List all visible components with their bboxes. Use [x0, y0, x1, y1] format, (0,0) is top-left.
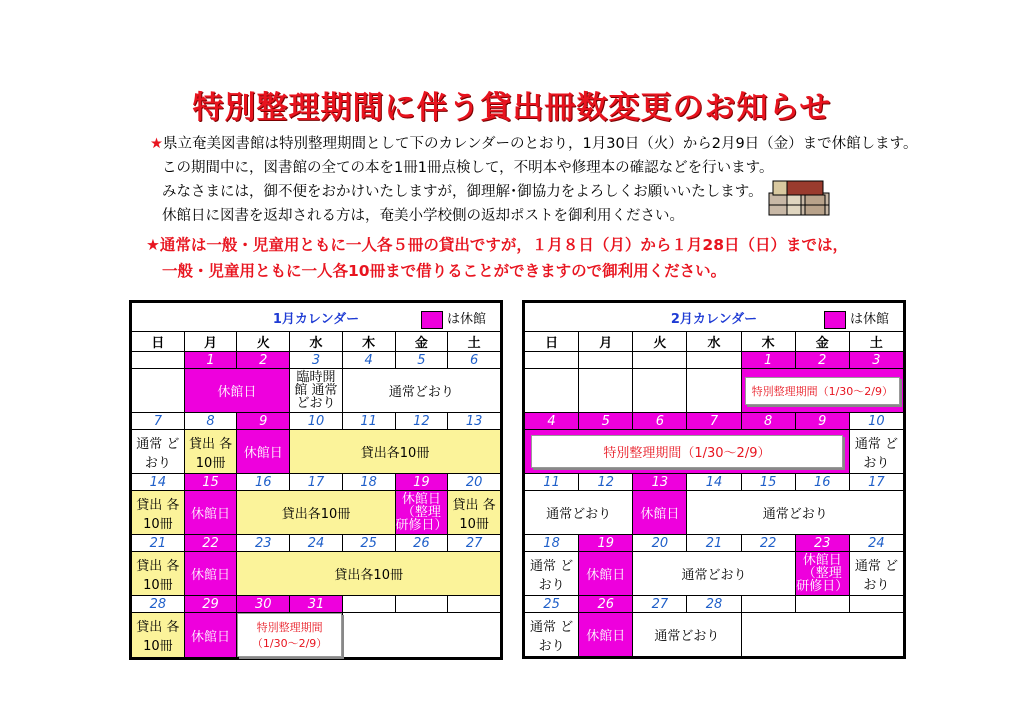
- loan-10-day: 貸出各10冊: [237, 491, 395, 535]
- date: 6: [633, 413, 687, 430]
- date: 27: [448, 535, 501, 552]
- date-row: [525, 413, 904, 430]
- closed-day: 休館日: [184, 552, 237, 596]
- date-row: [132, 352, 501, 369]
- date: 1: [741, 352, 795, 369]
- date-row: [132, 413, 501, 430]
- special-period-label: 特別整理期間（1/30～2/9）: [745, 377, 900, 405]
- date: 18: [342, 474, 395, 491]
- date: [795, 596, 849, 613]
- date: 7: [132, 413, 185, 430]
- january-legend: は休館: [421, 308, 486, 329]
- date: 2: [237, 352, 290, 369]
- closed-day: 休館日: [184, 369, 289, 413]
- january-header: [132, 303, 501, 332]
- weekday: 水: [290, 332, 343, 352]
- normal-day: 通常どおり: [633, 552, 795, 596]
- date: 3: [849, 352, 903, 369]
- february-calendar: [522, 300, 906, 659]
- date: 19: [579, 535, 633, 552]
- february-header: [525, 303, 904, 332]
- date-row: [525, 535, 904, 552]
- date: [342, 596, 395, 613]
- content-row: [525, 369, 904, 413]
- content-row: [525, 491, 904, 535]
- date: 3: [290, 352, 343, 369]
- weekday: 金: [795, 332, 849, 352]
- normal-day: 通常 どおり: [849, 552, 903, 596]
- date: [849, 596, 903, 613]
- date: 31: [290, 596, 343, 613]
- date: 11: [525, 474, 579, 491]
- date: 15: [741, 474, 795, 491]
- weekday-row: [132, 332, 501, 352]
- normal-day: 通常 どおり: [525, 613, 579, 657]
- date-row: [525, 474, 904, 491]
- date: 14: [132, 474, 185, 491]
- date: 8: [184, 413, 237, 430]
- normal-day: 通常どおり: [525, 491, 633, 535]
- weekday: 日: [525, 332, 579, 352]
- date: 19: [395, 474, 448, 491]
- date: 4: [342, 352, 395, 369]
- date: 21: [132, 535, 185, 552]
- weekday: 土: [849, 332, 903, 352]
- intro-line-3: みなさまには，御不便をおかけいたしますが，御理解･御協力をよろしくお願いいたします。: [162, 184, 763, 200]
- loan-10-day: 貸出各10冊: [290, 430, 501, 474]
- date: 24: [849, 535, 903, 552]
- closed-day: 休館日: [579, 552, 633, 596]
- closed-day: 休館日: [184, 613, 237, 658]
- weekday: 水: [687, 332, 741, 352]
- date-row: [132, 596, 501, 613]
- date: 30: [237, 596, 290, 613]
- date: 25: [342, 535, 395, 552]
- page-title: 特別整理期間に伴う貸出冊数変更のお知らせ: [192, 90, 832, 126]
- date: 21: [687, 535, 741, 552]
- date: 29: [184, 596, 237, 613]
- date: 6: [448, 352, 501, 369]
- date: 17: [290, 474, 343, 491]
- date: 15: [184, 474, 237, 491]
- weekday: 金: [395, 332, 448, 352]
- date: 7: [687, 413, 741, 430]
- date: 13: [448, 413, 501, 430]
- date: 27: [633, 596, 687, 613]
- date: 26: [579, 596, 633, 613]
- loan-10-day: 貸出 各10冊: [132, 552, 185, 596]
- date: 16: [795, 474, 849, 491]
- february-legend: は休館: [824, 308, 889, 329]
- date: 5: [579, 413, 633, 430]
- weekday: 火: [237, 332, 290, 352]
- date: [395, 596, 448, 613]
- closed-day: 休館日: [184, 491, 237, 535]
- date: 18: [525, 535, 579, 552]
- closed-organize-day: 休館日 （整理 研修日）: [395, 492, 448, 533]
- books-icon: [765, 175, 835, 220]
- date: 2: [795, 352, 849, 369]
- date: 22: [184, 535, 237, 552]
- loan-10-day: 貸出 各10冊: [448, 491, 501, 535]
- intro-line-2: この期間中に，図書館の全ての本を1冊1冊点検して，不明本や修理本の確認などを行います。: [162, 160, 774, 176]
- weekday: 日: [132, 332, 185, 352]
- date: 23: [795, 535, 849, 552]
- loan-10-day: 貸出 各10冊: [184, 430, 237, 474]
- date: [633, 352, 687, 369]
- normal-day: 通常どおり: [342, 369, 500, 413]
- closed-day: 休館日: [237, 430, 290, 474]
- date: [448, 596, 501, 613]
- date: 28: [687, 596, 741, 613]
- content-row: [132, 552, 501, 596]
- date: 20: [448, 474, 501, 491]
- normal-day: 通常 どおり: [132, 430, 185, 474]
- date: 4: [525, 413, 579, 430]
- january-title: 1月カレンダー: [272, 311, 360, 327]
- date-row: [132, 474, 501, 491]
- date: 1: [184, 352, 237, 369]
- date: 20: [633, 535, 687, 552]
- loan-10-day: 貸出 各10冊: [132, 613, 185, 658]
- date: 13: [633, 474, 687, 491]
- date: [687, 352, 741, 369]
- date-row: [525, 352, 904, 369]
- closed-day: 休館日: [579, 613, 633, 657]
- date: 8: [741, 413, 795, 430]
- loan-10-day: 貸出 各10冊: [132, 491, 185, 535]
- date: 12: [579, 474, 633, 491]
- date: [579, 352, 633, 369]
- content-row: [525, 552, 904, 596]
- january-calendar: [129, 300, 503, 660]
- date: 12: [395, 413, 448, 430]
- content-row: [132, 369, 501, 413]
- date: 10: [849, 413, 903, 430]
- date: 16: [237, 474, 290, 491]
- february-title: 2月カレンダー: [670, 311, 758, 327]
- weekday: 木: [342, 332, 395, 352]
- notice-line-2: 一般・児童用ともに一人各10冊まで借りることができますので御利用ください。: [162, 262, 727, 280]
- date: 17: [849, 474, 903, 491]
- content-row: [525, 430, 904, 474]
- date: 28: [132, 596, 185, 613]
- content-row: [132, 491, 501, 535]
- normal-day: 通常どおり: [633, 613, 741, 657]
- date: [132, 352, 185, 369]
- closed-swatch: [421, 311, 443, 329]
- date: 23: [237, 535, 290, 552]
- content-row: [132, 430, 501, 474]
- date: 10: [290, 413, 343, 430]
- date: 9: [237, 413, 290, 430]
- loan-10-day: 貸出各10冊: [237, 552, 501, 596]
- content-row: [132, 613, 501, 658]
- date: 26: [395, 535, 448, 552]
- date: 11: [342, 413, 395, 430]
- date: 9: [795, 413, 849, 430]
- date: 24: [290, 535, 343, 552]
- closed-swatch: [824, 311, 846, 329]
- date: 22: [741, 535, 795, 552]
- special-period-label: 特別整理期間（1/30～2/9）: [531, 435, 843, 468]
- date: 25: [525, 596, 579, 613]
- temp-open-day: 臨時開館 通常どおり: [290, 369, 343, 413]
- closed-organize-day: 休館日 （整理 研修日）: [796, 553, 849, 594]
- weekday: 火: [633, 332, 687, 352]
- content-row: [525, 613, 904, 657]
- special-period-label: 特別整理期間 （1/30～2/9）: [237, 613, 341, 657]
- date: 5: [395, 352, 448, 369]
- weekday: 土: [448, 332, 501, 352]
- date: [741, 596, 795, 613]
- normal-day: 通常 どおり: [525, 552, 579, 596]
- weekday: 月: [184, 332, 237, 352]
- intro-line-4: 休館日に図書を返却される方は，奄美小学校側の返却ポストを御利用ください。: [162, 208, 684, 224]
- normal-day: 通常 どおり: [849, 430, 903, 474]
- closed-day: 休館日: [633, 491, 687, 535]
- normal-day: 通常どおり: [687, 491, 904, 535]
- notice-line-1: ★通常は一般・児童用ともに一人各５冊の貸出ですが，１月８日（月）から１月28日（日）までは，: [146, 236, 848, 254]
- date: 14: [687, 474, 741, 491]
- weekday: 月: [579, 332, 633, 352]
- weekday: 木: [741, 332, 795, 352]
- date-row: [132, 535, 501, 552]
- date-row: [525, 596, 904, 613]
- weekday-row: [525, 332, 904, 352]
- intro-line-1: ★県立奄美図書館は特別整理期間として下のカレンダーのとおり，1月30日（火）から2月9日（金）まで休館します。: [150, 136, 918, 152]
- date: [525, 352, 579, 369]
